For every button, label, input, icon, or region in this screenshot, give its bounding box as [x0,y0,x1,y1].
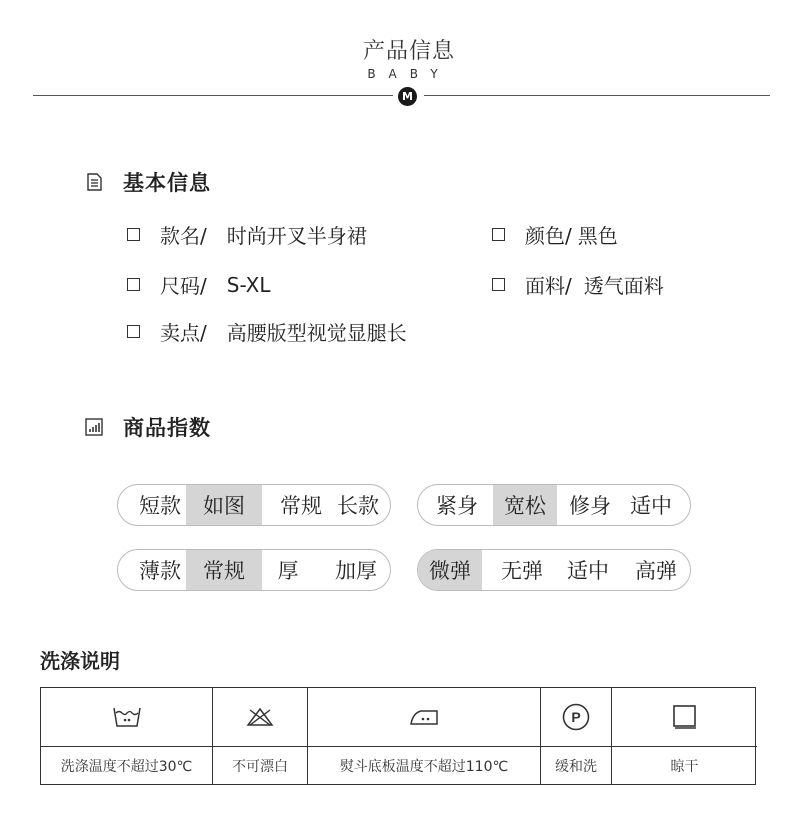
info-item-size [127,270,271,299]
washing-cell [541,688,612,784]
washing-table [40,687,756,785]
info-item-color [492,220,618,249]
scale-option-selected: 微弹 [418,550,482,590]
washing-text: 熨斗底板温度不超过110℃ [339,759,509,775]
brand-badge: M [398,87,417,106]
scale-option: 无弹 [501,559,543,583]
scale-option: 高弹 [635,559,677,583]
info-value: S-XL [226,272,271,297]
info-label: 颜色/ [525,224,572,248]
dry-clean-p-icon [561,702,591,732]
wash-tub-icon [112,705,142,729]
info-item-selling-point [127,317,407,346]
scale-option: 适中 [567,559,609,583]
basic-info-heading [85,167,211,197]
scale-option: 修身 [569,494,611,518]
fit-scale [417,484,691,526]
info-label: 卖点/ [160,321,207,345]
washing-text: 缓和洗 [555,759,597,775]
thickness-scale [117,549,391,591]
checkbox-square-icon [127,325,140,338]
brand-subtitle: BABY [367,67,451,81]
scale-option: 厚 [277,559,299,583]
washing-cell [213,688,308,784]
checkbox-square-icon [492,278,505,291]
header-divider-left [33,95,393,96]
scale-option-selected: 宽松 [493,485,557,525]
dry-clean-symbol: P [571,709,581,725]
product-index-heading [85,412,211,442]
washing-text: 晾干 [670,759,699,775]
bar-chart-icon [85,418,103,436]
washing-title: 洗涤说明 [40,649,120,673]
iron-icon [408,705,440,729]
info-item-fabric [492,270,664,299]
checkbox-square-icon [492,228,505,241]
page-title: 产品信息 [362,39,455,64]
no-bleach-icon [245,705,275,729]
washing-cell [612,688,757,784]
checkbox-square-icon [127,278,140,291]
product-index-title: 商品指数 [123,416,211,440]
scale-option: 加厚 [335,559,377,583]
scale-option: 紧身 [436,494,478,518]
scale-option-selected: 常规 [186,550,262,590]
basic-info-title: 基本信息 [123,171,211,195]
scale-option: 常规 [280,494,322,518]
scale-option: 适中 [630,494,672,518]
washing-cell [41,688,213,784]
info-label: 面料/ [525,274,572,298]
header-divider-right [424,95,770,96]
info-value: 透气面料 [583,274,664,298]
washing-text: 洗涤温度不超过30℃ [60,759,193,775]
washing-text: 不可漂白 [232,759,288,775]
document-icon [85,173,103,191]
scale-option: 长款 [337,494,379,518]
washing-cell [308,688,541,784]
elasticity-scale [417,549,691,591]
info-value: 时尚开叉半身裙 [226,224,367,248]
scale-option: 短款 [139,494,181,518]
dry-square-icon [672,704,698,730]
checkbox-square-icon [127,228,140,241]
length-scale [117,484,391,526]
info-value: 高腰版型视觉显腿长 [226,321,407,345]
info-label: 款名/ [160,224,207,248]
info-item-style-name [127,220,367,249]
scale-option: 薄款 [139,559,181,583]
scale-option-selected: 如图 [186,485,262,525]
info-label: 尺码/ [160,274,207,298]
info-value: 黑色 [577,224,618,248]
